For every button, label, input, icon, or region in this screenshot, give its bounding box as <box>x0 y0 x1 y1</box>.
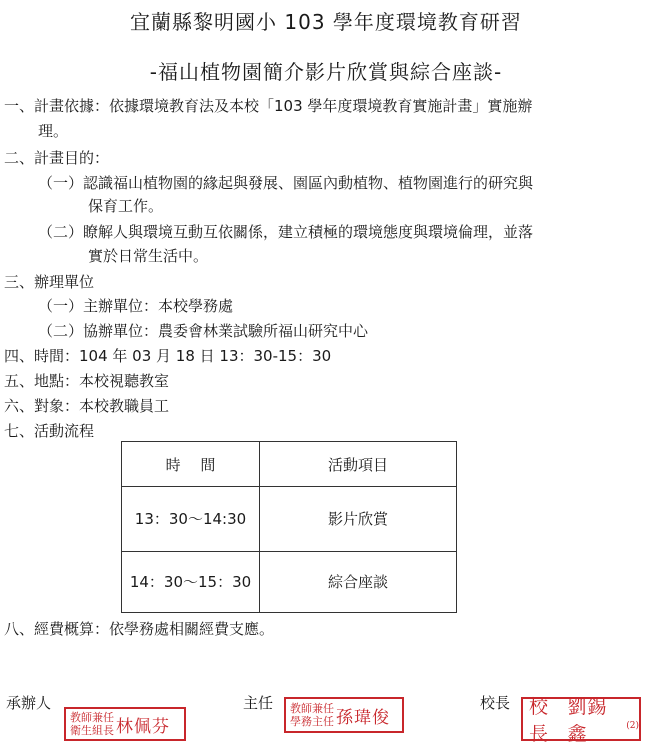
schedule-header-row <box>122 442 457 487</box>
schedule-time-cell: 13：30～14:30 <box>122 487 260 551</box>
organizer-seal-title-line-2: 衛生組長 <box>70 724 114 737</box>
principal-label: 校長 <box>480 694 511 712</box>
organizer-label: 承辦人 <box>6 694 52 712</box>
audience-line: 六、對象：本校教職員工 <box>4 397 170 415</box>
principal-seal-mark: (2) <box>626 721 639 731</box>
schedule-activity-cell: 綜合座談 <box>260 551 457 612</box>
schedule-header-time: 時 間 <box>122 442 260 487</box>
purpose-2-line-2: 實於日常生活中。 <box>88 247 209 265</box>
purpose-1-line-1: （一）認識福山植物園的緣起與發展、園區內動植物、植物園進行的研究與 <box>38 174 534 192</box>
organizer-seal-name: 林佩芬 <box>116 716 170 737</box>
purpose-2-line-1: （二）瞭解人與環境互動互依關係，建立積極的環境態度與環境倫理，並落 <box>38 223 534 241</box>
budget-line: 八、經費概算：依學務處相關經費支應。 <box>4 620 275 638</box>
director-seal <box>284 697 404 733</box>
schedule-header-activity: 活動項目 <box>260 442 457 487</box>
time-line: 四、時間：104 年 03 月 18 日 13：30-15：30 <box>4 347 332 365</box>
units-heading: 三、辦理單位 <box>4 273 95 291</box>
basis-line-1: 一、計畫依據：依據環境教育法及本校「103 學年度環境教育實施計畫」實施辦 <box>4 97 533 115</box>
document-subtitle: -福山植物園簡介影片欣賞與綜合座談- <box>149 60 503 84</box>
basis-line-2: 理。 <box>38 122 69 140</box>
director-label: 主任 <box>243 694 274 712</box>
organizer-seal-title <box>70 711 114 737</box>
units-co-host: （二）協辦單位：農委會林業試驗所福山研究中心 <box>38 322 369 340</box>
director-seal-name: 孫瑋俊 <box>336 707 390 728</box>
director-seal-title <box>290 702 334 728</box>
organizer-seal-title-line-1: 教師兼任 <box>70 711 114 724</box>
document-title: 宜蘭縣黎明國小 103 學年度環境教育研習 <box>130 10 522 34</box>
purpose-heading: 二、計畫目的： <box>4 149 110 167</box>
organizer-seal <box>64 707 186 741</box>
flow-heading: 七、活動流程 <box>4 422 95 440</box>
principal-seal <box>521 696 641 745</box>
schedule-activity-cell: 影片欣賞 <box>260 487 457 551</box>
principal-seal-title: 校長 <box>529 696 550 745</box>
units-host: （一）主辦單位：本校學務處 <box>38 297 234 315</box>
director-seal-title-line-1: 教師兼任 <box>290 702 334 715</box>
table-row <box>122 551 457 612</box>
schedule-table <box>121 441 457 613</box>
table-row <box>122 487 457 551</box>
schedule-time-cell: 14：30～15：30 <box>122 551 260 612</box>
principal-seal-name: 劉錫鑫 <box>567 696 608 745</box>
purpose-1-line-2: 保育工作。 <box>88 197 164 215</box>
director-seal-title-line-2: 學務主任 <box>290 715 334 728</box>
place-line: 五、地點：本校視聽教室 <box>4 372 170 390</box>
